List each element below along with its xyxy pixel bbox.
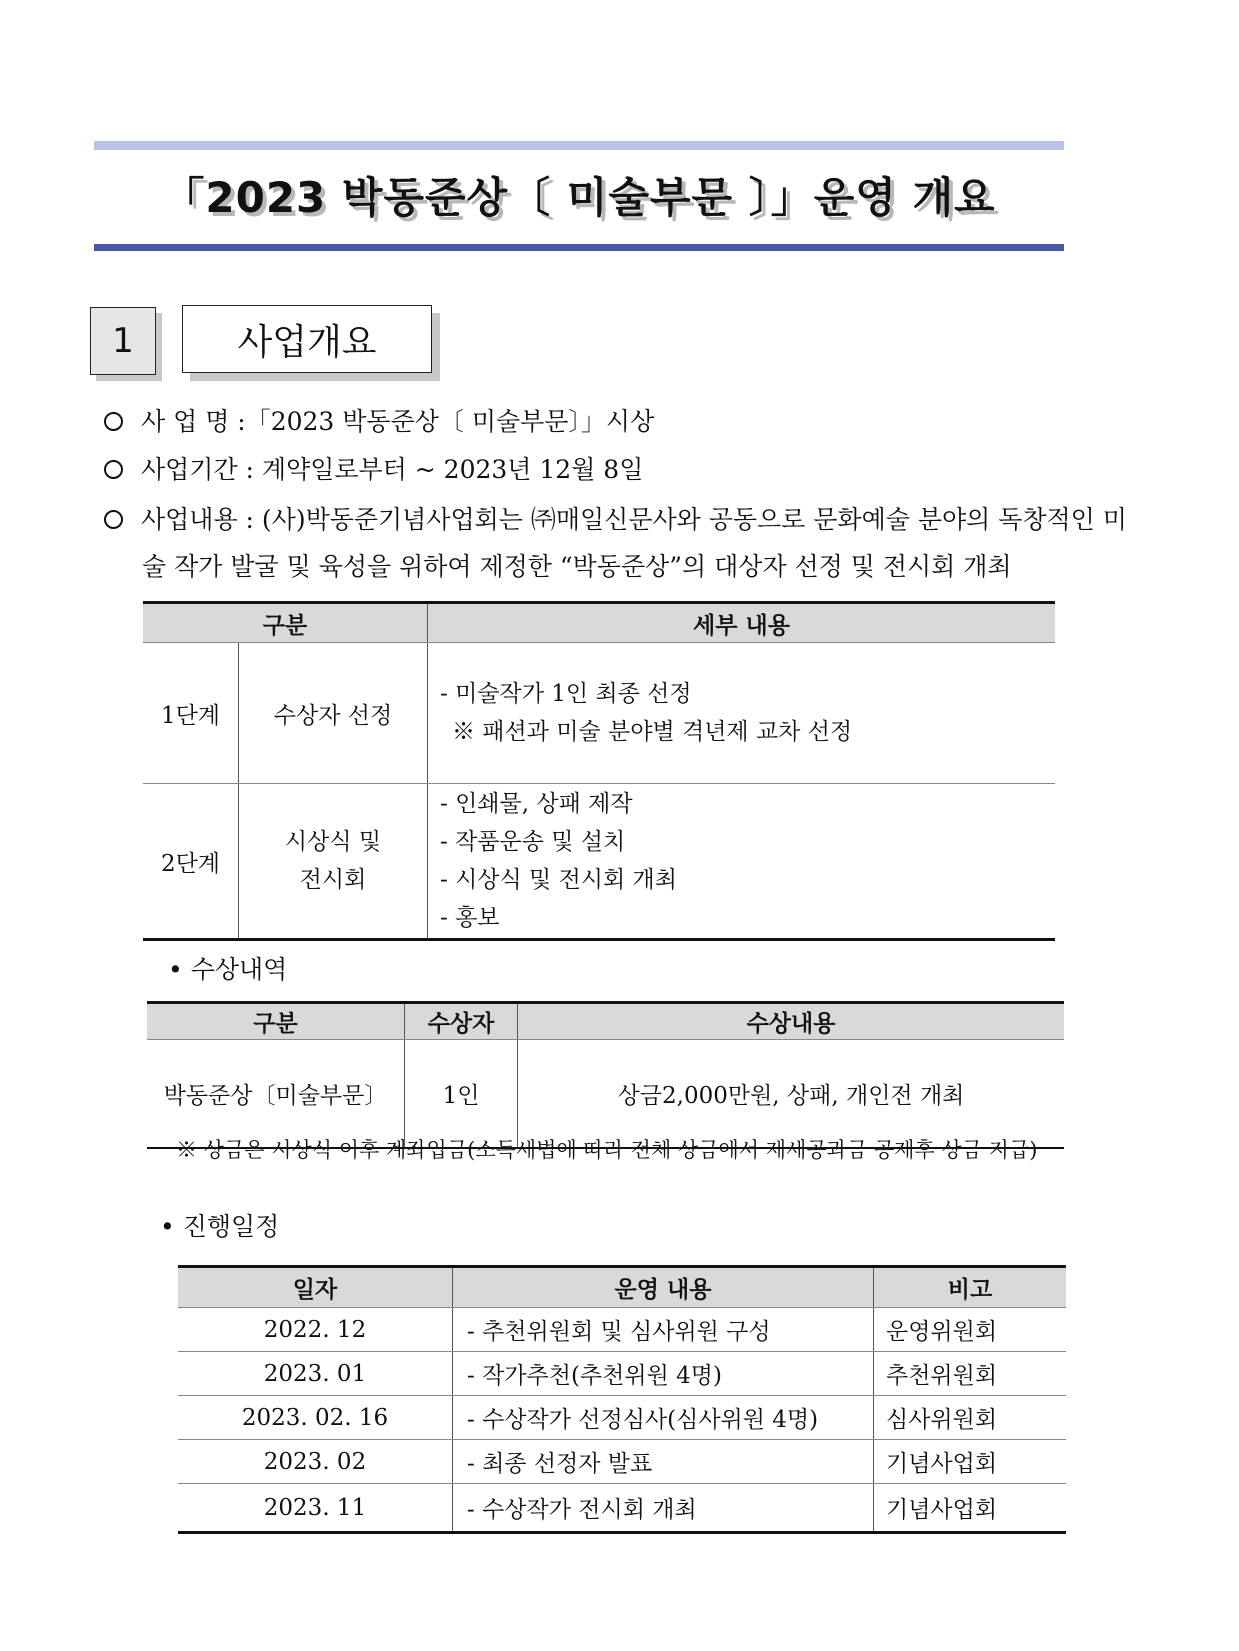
date-cell: 2023. 02. 16	[178, 1396, 453, 1440]
hollow-circle-bullet-icon	[104, 460, 123, 479]
detail-line: - 인쇄물, 상패 제작	[440, 791, 633, 817]
awards-table	[147, 1001, 1064, 1149]
table-row	[143, 784, 1055, 940]
task-cell	[239, 784, 428, 940]
table-row	[178, 1308, 1066, 1352]
note-cell: 운영위원회	[874, 1308, 1067, 1352]
details-cell	[428, 784, 1056, 940]
date-cell: 2023. 02	[178, 1440, 453, 1484]
hollow-circle-bullet-icon	[104, 510, 123, 529]
table-header: 수상내용	[518, 1003, 1065, 1040]
overview-content-text-1: 사업내용 : (사)박동준기념사업회는 ㈜매일신문사와 공동으로 문화예술 분야의 독창적인 미	[141, 505, 1127, 534]
stages-table	[143, 601, 1055, 941]
detail-line: - 작품운송 및 설치	[440, 829, 626, 855]
table-row	[178, 1396, 1066, 1440]
title-top-rule	[94, 141, 1064, 150]
title-bottom-rule	[94, 244, 1064, 251]
hollow-circle-bullet-icon	[104, 412, 123, 431]
table-header: 운영 내용	[453, 1267, 874, 1308]
date-cell: 2023. 01	[178, 1352, 453, 1396]
table-row	[143, 643, 1055, 784]
table-header: 수상자	[405, 1003, 518, 1040]
overview-content-text-2: 술 작가 발굴 및 육성을 위하여 제정한 “박동준상”의 대상자 선정 및 전시회 개최	[142, 552, 1012, 581]
stage-cell: 1단계	[143, 643, 239, 784]
overview-period	[104, 450, 643, 486]
award-category-cell: 박동준상〔미술부문〕	[147, 1040, 405, 1149]
table-header: 비고	[874, 1267, 1067, 1308]
table-header: 일자	[178, 1267, 453, 1308]
note-cell: 심사위원회	[874, 1396, 1067, 1440]
task-cell: 수상자 선정	[239, 643, 428, 784]
table-header: 세부 내용	[428, 603, 1056, 643]
award-winner-cell: 1인	[405, 1040, 518, 1149]
date-cell: 2023. 11	[178, 1484, 453, 1533]
task-cell: - 작가추천(추천위원 4명)	[453, 1352, 874, 1396]
section-title: 사업개요	[182, 305, 432, 373]
page-title: 「2023 박동준상〔 미술부문 〕」운영 개요	[162, 173, 996, 222]
table-row	[147, 1040, 1064, 1149]
date-cell: 2022. 12	[178, 1308, 453, 1352]
detail-line: - 홍보	[440, 905, 500, 931]
table-row	[178, 1352, 1066, 1396]
details-cell	[428, 643, 1056, 784]
detail-line: - 미술작가 1인 최종 선정	[440, 681, 692, 707]
note-cell: 기념사업회	[886, 1497, 998, 1523]
detail-line: - 시상식 및 전시회 개최	[440, 867, 677, 893]
note-cell: 기념사업회	[874, 1440, 1067, 1484]
award-content-cell: 상금2,000만원, 상패, 개인전 개최	[617, 1083, 965, 1109]
schedule-heading: • 진행일정	[160, 1212, 280, 1241]
overview-name-text: 사 업 명 :「2023 박동준상〔 미술부문〕」시상	[141, 407, 655, 436]
table-header: 구분	[147, 1003, 405, 1040]
task-line: 전시회	[299, 867, 367, 893]
task-cell: - 추천위원회 및 심사위원 구성	[453, 1308, 874, 1352]
stage-cell: 2단계	[143, 784, 239, 940]
detail-note: ※ 패션과 미술 분야별 격년제 교차 선정	[452, 719, 853, 745]
overview-period-text: 사업기간 : 계약일로부터 ~ 2023년 12월 8일	[141, 455, 644, 484]
task-cell: - 수상작가 선정심사(심사위원 4명)	[453, 1396, 874, 1440]
table-header: 구분	[143, 603, 428, 643]
table-row	[178, 1440, 1066, 1484]
overview-name	[104, 402, 654, 438]
table-row	[178, 1484, 1066, 1533]
schedule-table	[178, 1265, 1066, 1534]
section-number: 1	[90, 307, 156, 375]
awards-note: ※ 상금은 시상식 이후 계좌입금(소득세법에 따라 전체 상금에서 제세공과금 공제후 상금 지급)	[176, 1138, 1038, 1162]
awards-heading: • 수상내역	[168, 955, 288, 984]
task-cell: - 최종 선정자 발표	[453, 1440, 874, 1484]
overview-content	[104, 500, 1127, 536]
task-line: 시상식 및	[284, 829, 382, 855]
note-cell: 추천위원회	[874, 1352, 1067, 1396]
task-cell: - 수상작가 전시회 개최	[453, 1484, 874, 1533]
